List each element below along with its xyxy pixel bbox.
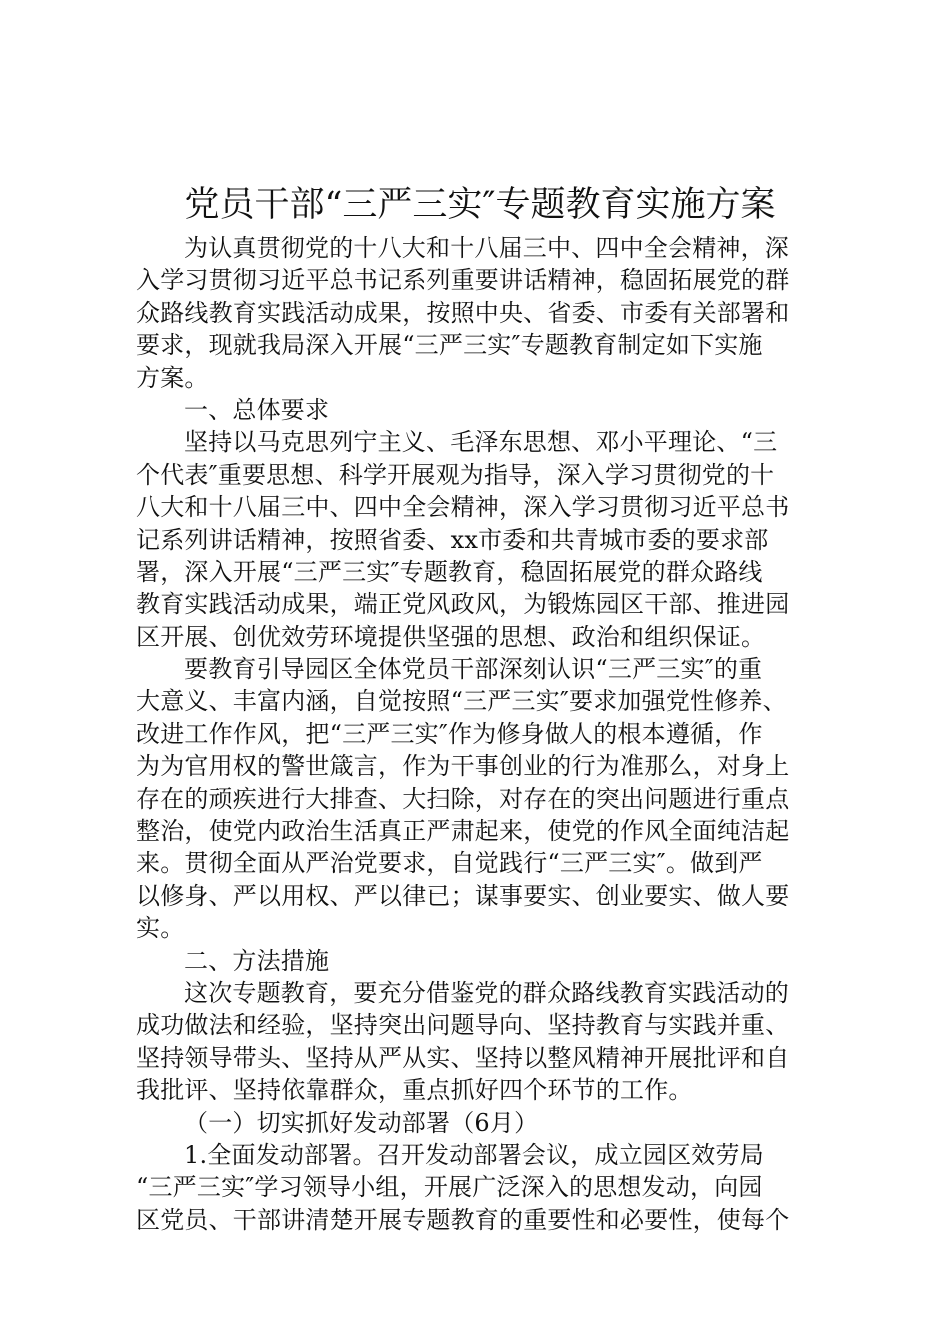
paragraph-line: 这次专题教育，要充分借鉴党的群众路线教育实践活动的 <box>184 978 789 1007</box>
paragraph-line: 要求，现就我局深入开展“三严三实″专题教育制定如下实施 <box>136 331 763 360</box>
paragraph-line: 为为官用权的警世箴言，作为干事创业的行为准那么，对身上 <box>136 752 790 781</box>
paragraph-line: 坚持领导带头、坚持从严从实、坚持以整风精神开展批评和自 <box>136 1043 790 1072</box>
paragraph-line: 教育实践活动成果，端正党风政风，为锻炼园区干部、推进园 <box>136 590 790 619</box>
paragraph-line: “三严三实″学习领导小组，开展广泛深入的思想发动，向园 <box>136 1173 763 1202</box>
subsection-heading: （一）切实抓好发动部署（6月） <box>184 1108 539 1137</box>
paragraph-line: 大意义、丰富内涵，自觉按照“三严三实″要求加强党性修养、 <box>136 687 787 716</box>
paragraph-line: 坚持以马克思列宁主义、毛泽东思想、邓小平理论、“三 <box>184 428 778 457</box>
paragraph-line: 记系列讲话精神，按照省委、xx市委和共青城市委的要求部 <box>136 525 769 554</box>
paragraph-line: 改进工作作风，把“三严三实″作为修身做人的根本遵循，作 <box>136 719 763 748</box>
section-heading: 一、总体要求 <box>184 395 330 424</box>
paragraph-line: 八大和十八届三中、四中全会精神，深入学习贯彻习近平总书 <box>136 493 790 522</box>
paragraph-line: 1.全面发动部署。召开发动部署会议，成立园区效劳局 <box>184 1140 764 1169</box>
paragraph-line: 区开展、创优效劳环境提供坚强的思想、政治和组织保证。 <box>136 622 766 651</box>
paragraph-line: 众路线教育实践活动成果，按照中央、省委、市委有关部署和 <box>136 298 790 327</box>
paragraph-line: 我批评、坚持依靠群众，重点抓好四个环节的工作。 <box>136 1076 693 1105</box>
paragraph-line: 要教育引导园区全体党员干部深刻认识“三严三实″的重 <box>184 655 763 684</box>
document-body <box>136 232 826 1236</box>
document-title: 党员干部“三严三实″专题教育实施方案 <box>184 185 776 225</box>
paragraph-line: 整治，使党内政治生活真正严肃起来，使党的作风全面纯洁起 <box>136 817 790 846</box>
paragraph-line: 署，深入开展“三严三实″专题教育，稳固拓展党的群众路线 <box>136 557 763 586</box>
paragraph-line: 以修身、严以用权、严以律已；谋事要实、创业要实、做人要 <box>136 881 790 910</box>
paragraph-line: 入学习贯彻习近平总书记系列重要讲话精神，稳固拓展党的群 <box>136 266 790 295</box>
paragraph-line: 个代表″重要思想、科学开展观为指导，深入学习贯彻党的十 <box>136 460 775 489</box>
paragraph-line: 为认真贯彻党的十八大和十八届三中、四中全会精神，深 <box>184 234 789 262</box>
paragraph-line: 实。 <box>136 914 185 943</box>
section-heading: 二、方法措施 <box>184 946 330 975</box>
paragraph-line: 存在的顽疾进行大排查、大扫除，对存在的突出问题进行重点 <box>136 784 790 813</box>
paragraph-line: 来。贯彻全面从严治党要求，自觉践行“三严三实″。做到严 <box>136 849 763 878</box>
paragraph-line: 方案。 <box>136 363 209 392</box>
paragraph-line: 成功做法和经验，坚持突出问题导向、坚持教育与实践并重、 <box>136 1011 790 1040</box>
paragraph-line: 区党员、干部讲清楚开展专题教育的重要性和必要性，使每个 <box>136 1205 790 1234</box>
